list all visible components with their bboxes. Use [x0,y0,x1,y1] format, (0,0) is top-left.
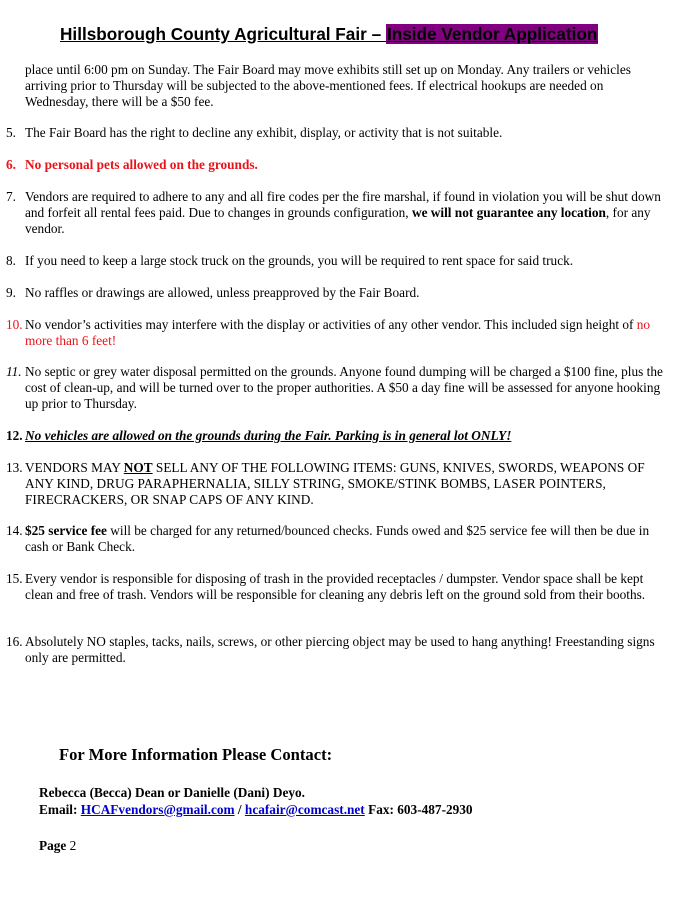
rule-14-text: will be charged for any returned/bounced checks. Funds owed and $25 service fee will then be due in cash or Bank Check. [25,523,650,554]
rule-11: No septic or grey water disposal permitted on the grounds. Anyone found dumping will be charged a $100 fine, plus the cost of clean-up, and will be turned over to the proper authorities. A $50 a day fine will be assessed for anyone hooking up prior to Thursday. [25,364,663,411]
rule-14 [25,523,665,555]
rule-number: 5. [6,125,16,140]
rule-15: Every vendor is responsible for disposing of trash in the provided receptacles / dumpster. Vendor space shall be kept clean and free of trash. Vendors will be responsible for cleaning any debris left on the ground sold from their booths. [25,571,646,602]
page-number: 2 [69,838,77,853]
contact-email-line [39,802,473,818]
fax-number: Fax: 603-487-2930 [364,802,473,817]
rule-16: Absolutely NO staples, tacks, nails, screws, or other piercing object may be used to hang anything! Freestanding signs only are permitted. [25,634,655,665]
rule-8: If you need to keep a large stock truck on the grounds, you will be required to rent space for said truck. [25,253,574,268]
header-title: Hillsborough County Agricultural Fair – [60,24,386,44]
email-link-hcafvendors[interactable]: HCAFvendors@gmail.com [80,802,235,817]
rule-number: 6. [6,157,16,172]
rule-10 [25,317,665,349]
rule-6: No personal pets allowed on the grounds. [25,157,258,172]
email-separator: / [234,802,245,817]
email-label: Email: [39,802,81,817]
rule-number: 15. [6,571,23,586]
rule-number: 16. [6,634,23,649]
page-label: Page [39,838,67,853]
rule-number: 13. [6,460,23,475]
header-highlight: Inside Vendor Application [386,24,598,44]
rule-13-not: NOT [123,460,153,475]
contact-heading: For More Information Please Contact: [59,745,333,764]
rule-number: 12. [6,428,23,443]
rule-number: 14. [6,523,23,538]
rule-number: 7. [6,189,16,204]
rule-13-text: VENDORS MAY [25,460,124,475]
rule-13-tail: SELL ANY OF THE FOLLOWING ITEMS: GUNS, KNIVES, SWORDS, WEAPONS OF ANY KIND, DRUG PARAPHERNALIA, SILLY STRING, SMOKE/STINK BOMBS, LASER POINTERS, FIRECRACKERS, OR SNAP CAPS OF ANY KIND. [25,460,645,507]
rule-10-red: no more than 6 feet! [25,317,651,348]
continuation-paragraph: place until 6:00 pm on Sunday. The Fair Board may move exhibits still set up on Monday. Any trailers or vehicles arriving prior to Thursday will be subjected to the above-mentioned fees. If electrical hookups are needed on Wednesday, there will be a $50 fee. [25,62,631,109]
rule-7-tail: , for any vendor. [25,205,651,236]
page-footer [39,838,76,854]
rule-number: 9. [6,285,16,300]
rule-14-bold: $25 service fee [25,523,107,538]
rule-10-text: No vendor’s activities may interfere with the display or activities of any other vendor. This included sign height of [25,317,637,332]
rule-9: No raffles or drawings are allowed, unless preapproved by the Fair Board. [25,285,420,300]
rule-12: No vehicles are allowed on the grounds during the Fair. Parking is in general lot ONLY! [25,428,512,443]
rule-number: 10. [6,317,23,332]
page-header [60,22,640,46]
rule-7 [25,189,665,237]
rule-7-bold: we will not guarantee any location [411,205,606,220]
rule-7-text: Vendors are required to adhere to any and all fire codes per the fire marshal, if found in violation you will be shut down and forfeit all rental fees paid. Due to changes in grounds configuration, [25,189,661,220]
rule-number: 8. [6,253,16,268]
rule-5: The Fair Board has the right to decline any exhibit, display, or activity that is not suitable. [25,125,503,140]
contact-names: Rebecca (Becca) Dean or Danielle (Dani) Deyo. [39,785,305,800]
rule-13 [25,460,665,508]
email-link-hcafair[interactable]: hcafair@comcast.net [244,802,365,817]
rule-number: 11. [6,364,22,379]
